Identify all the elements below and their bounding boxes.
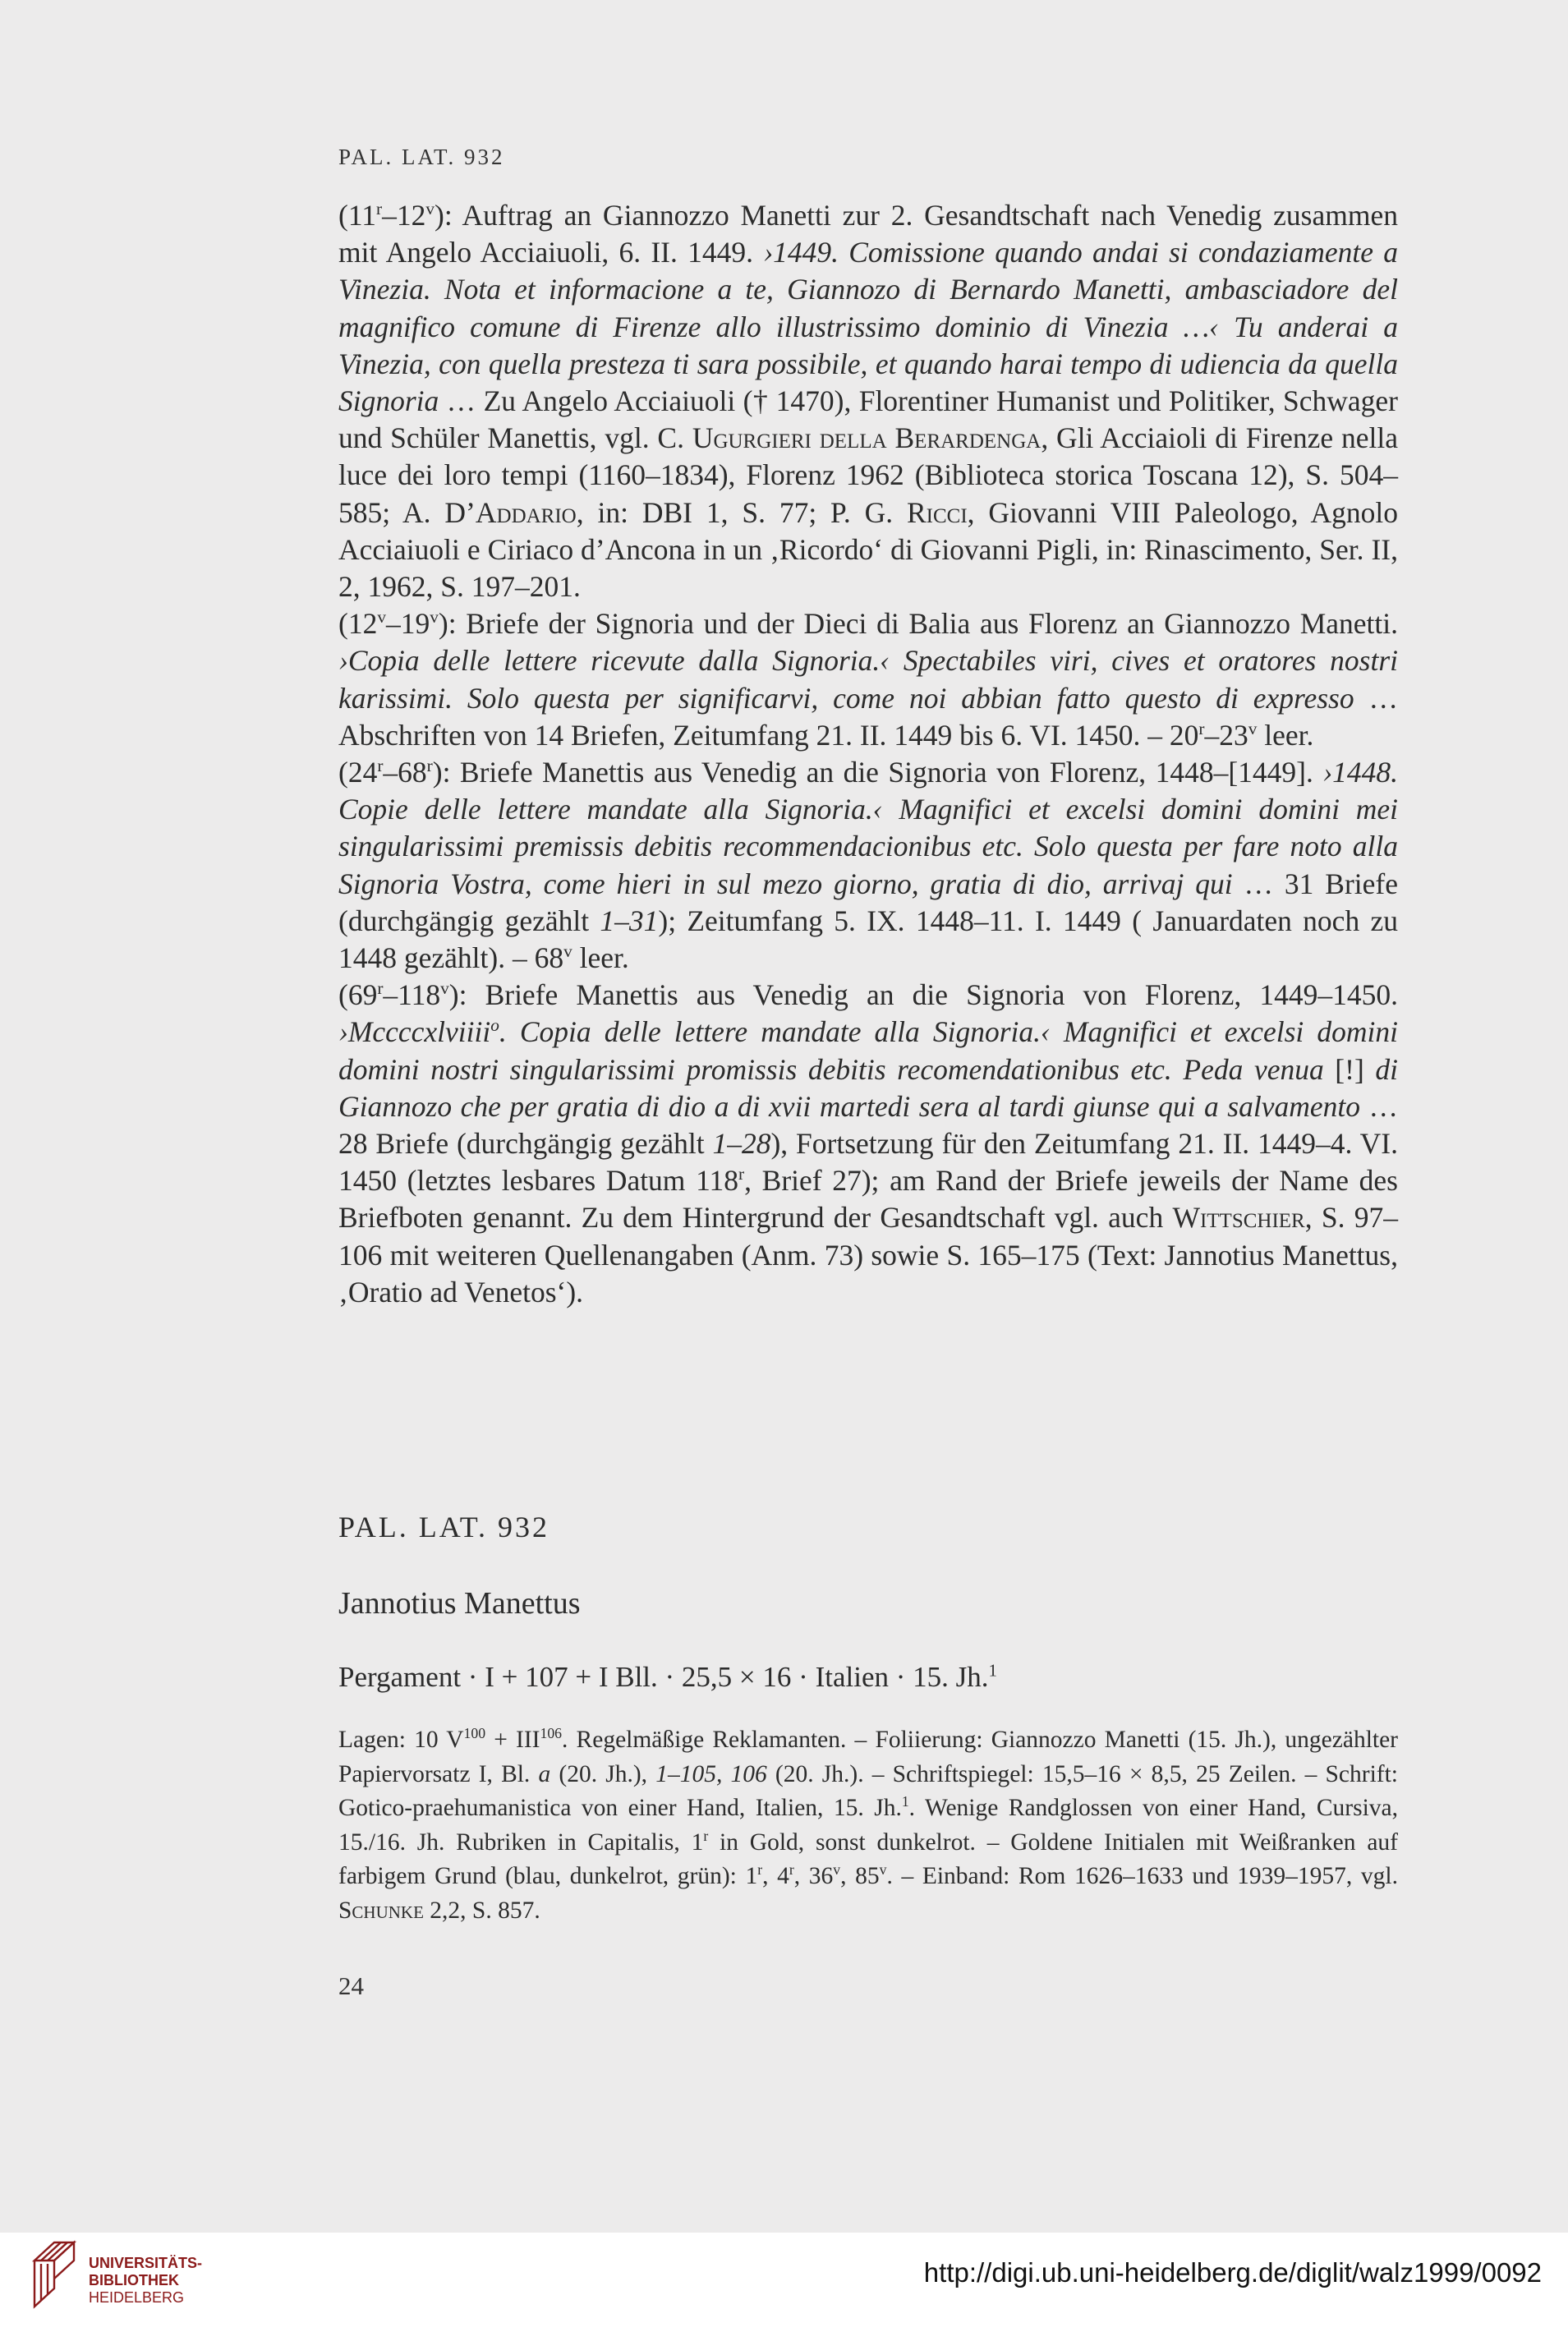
text-run: r — [789, 1861, 794, 1879]
paragraph-3 — [338, 754, 1398, 977]
text-run: 1 — [901, 1793, 909, 1810]
text-run: 1–28 — [712, 1127, 771, 1161]
text-run: 1–31 — [600, 904, 659, 937]
text-run: , Giovanni VIII Paleologo, Agnolo Acciaiuoli e Ciriaco d’Ancona in un ‚Ricordo‘ di Giovanni Pigli, in: Rinascimento, Ser. II, 2, 1962, S. 197–201. — [338, 495, 1399, 604]
text-run: (12 — [338, 607, 378, 641]
text-run: (11 — [338, 199, 377, 232]
text-run: v — [430, 607, 439, 628]
text-run: –19 — [385, 607, 430, 641]
paragraph-1 — [338, 197, 1398, 605]
text-run: v — [563, 941, 572, 962]
description-text — [338, 1723, 1398, 1928]
logo-line-3: HEIDELBERG — [89, 2289, 185, 2306]
text-run: 106 — [540, 1725, 563, 1742]
text-run: –118 — [383, 978, 441, 1012]
logo-line-2: BIBLIOTHEK — [89, 2272, 179, 2288]
text-run: (24 — [338, 756, 378, 789]
text-run: v — [879, 1861, 887, 1879]
text-run: ): Briefe Manettis aus Venedig an die Signoria von Florenz, 1448–[1449]. — [432, 756, 1323, 789]
text-run: (69 — [338, 978, 378, 1012]
text-run: … 31 Briefe (durchgängig gezählt — [338, 867, 1399, 937]
text-run: , in: DBI 1, S. 77; P. G. — [576, 495, 907, 529]
text-run: ›Copia delle lettere ricevute dalla Signoria.‹ Spectabiles viri, cives et oratores nostri karissimi. Solo questa per significarvi, come noi abbian fatto questo di expresso — [338, 644, 1398, 715]
text-run: r — [703, 1827, 709, 1844]
text-run: … Abschriften von 14 Briefen, Zeitumfang 21. II. 1449 bis 6. VI. 1450. – 20 — [338, 681, 1399, 752]
text-run: 1–105, 106 — [655, 1760, 767, 1787]
text-run: ), Fortsetzung für den Zeitumfang 21. II. 1449–4. VI. 1450 (letztes lesbares Datum 118 — [338, 1127, 1398, 1198]
text-run: r — [1198, 719, 1205, 739]
text-run: –12 — [382, 199, 426, 232]
text-run: r — [376, 199, 383, 219]
text-run: ); Zeitumfang 5. IX. 1448–11. I. 1449 ( Januardaten noch zu 1448 gezählt). – 68 — [338, 904, 1399, 975]
text-run: leer. — [572, 941, 629, 975]
text-run: v — [833, 1861, 841, 1879]
text-run: –23 — [1204, 718, 1248, 752]
text-run: Lagen: 10 V — [338, 1727, 464, 1753]
text-run: … 28 Briefe (durchgängig gezählt — [338, 1089, 1399, 1161]
text-run: 100 — [463, 1725, 486, 1742]
text-run: + III — [485, 1727, 540, 1753]
text-run: Wittschier — [1172, 1201, 1305, 1235]
text-run: v — [440, 978, 449, 999]
text-run: (20. Jh.), — [550, 1760, 656, 1787]
text-run: ›1448. Copie delle lettere mandate alla Signoria.‹ Magnifici et excelsi domini domini mei singularissimi premissis debitis recommendacionibus etc. Solo questa per fare noto alla Signoria Vostra, come hieri in sul mezo giorno, gratia di dio, arrivaj qui — [338, 756, 1398, 900]
text-run: ›1449. Comissione quando andai si condaziamente a Vinezia. Nota et informacione a te, Giannozo di Bernardo Manetti, ambasciadore del magnifico comune di Firenze allo illustrissimo dominio di Vinezia …‹ Tu anderai a Vinezia, con quella presteza ti sara possibile, et quando harai tempo di udiencia da quella Signoria — [338, 236, 1398, 418]
text-run: ): Briefe Manettis aus Venedig an die Signoria von Florenz, 1449–1450. — [448, 978, 1398, 1012]
text-run: o — [490, 1015, 499, 1036]
manuscript-description — [338, 1723, 1398, 1928]
text-run: r — [426, 756, 433, 776]
source-url-link[interactable]: http://digi.ub.uni-heidelberg.de/diglit/walz1999/0092 — [923, 2257, 1542, 2288]
text-run: r — [377, 756, 384, 776]
text-run: –68 — [383, 756, 427, 789]
logo-line-1: UNIVERSITÄTS- — [89, 2255, 203, 2271]
text-run: r — [377, 978, 384, 999]
manuscript-summary — [338, 1661, 1398, 1694]
text-run: , S. 97–106 mit weiteren Quellenangaben (Anm. 73) sowie S. 165–175 (Text: Jannotius Manettus, ‚Oratio ad Venetos‘). — [338, 1201, 1398, 1309]
text-run: 1 — [988, 1660, 997, 1681]
text-run: . Regelmäßige Reklamanten. – Foliierung: Giannozzo Manetti (15. Jh.), ungezählter Papiervorsatz I, Bl. — [338, 1727, 1398, 1787]
text-run: di Giannozo che per gratia di dio a di xvii martedi sera al tardi giunse qui a salvamento — [338, 1052, 1398, 1123]
text-run: a — [538, 1760, 551, 1787]
text-run: Pergament · I + 107 + I Bll. · 25,5 × 16 · Italien · 15. Jh. — [338, 1661, 989, 1693]
text-run: v — [1248, 719, 1258, 739]
text-run: v — [377, 607, 386, 628]
text-run: Schunke — [338, 1897, 424, 1924]
text-run: , 4 — [762, 1863, 789, 1889]
text-run: . – Einband: Rom 1626–1633 und 1939–1957, vgl. — [886, 1863, 1399, 1889]
text-run: ): Briefe der Signoria und der Dieci di Balia aus Florenz an Giannozzo Manetti. — [438, 607, 1398, 641]
text-run: r — [757, 1861, 763, 1879]
library-logo-text — [89, 2255, 202, 2307]
text-run: . Wenige Randglossen von einer Hand, Cursiva, 15./16. Jh. Rubriken in Capitalis, 1 — [338, 1795, 1398, 1856]
text-run: (20. Jh.). – Schriftspiegel: 15,5–16 × 8,5, 25 Zeilen. – Schrift: Gotico-praehumanistica von einer Hand, Italien, 15. Jh. — [338, 1760, 1398, 1821]
text-run: 2,2, S. 857. — [423, 1897, 540, 1924]
text-run: . Copia delle lettere mandate alla Signoria.‹ Magnifici et excelsi domini domini nostri singularissimi promissis debitis recomendationibus etc. Peda venua — [338, 1015, 1398, 1086]
text-run: leer. — [1257, 718, 1314, 752]
text-run: in Gold, sonst dunkelrot. – Goldene Initialen mit Weißranken auf farbigem Grund (blau, dunkelrot, grün): 1 — [338, 1828, 1398, 1889]
library-logo-icon — [31, 2236, 80, 2313]
main-text — [338, 197, 1398, 1311]
text-run: r — [738, 1164, 745, 1184]
section-heading: PAL. LAT. 932 — [338, 1511, 550, 1543]
text-run: [!] — [1323, 1052, 1376, 1086]
text-run: Ugurgieri della Berardenga — [692, 421, 1042, 455]
text-run: , 36 — [793, 1863, 834, 1889]
text-run: v — [425, 199, 435, 219]
text-run: , Brief 27); am Rand der Briefe jeweils der Name des Briefboten genannt. Zu dem Hintergrund der Gesandtschaft vgl. auch — [338, 1164, 1398, 1235]
text-run: Addario — [475, 495, 577, 529]
paragraph-4 — [338, 977, 1398, 1311]
text-run: , 85 — [840, 1863, 880, 1889]
text-run: … Zu Angelo Acciaiuoli († 1470), Florentiner Humanist und Politiker, Schwager und Schüler Manettis, vgl. C. — [338, 384, 1398, 455]
text-run: Ricci — [906, 495, 968, 529]
text-run: ): Auftrag an Giannozzo Manetti zur 2. Gesandtschaft nach Venedig zusammen mit Angelo Acciaiuoli, 6. II. 1449. — [338, 199, 1398, 269]
page-number: 24 — [338, 1971, 364, 2000]
author-name: Jannotius Manettus — [338, 1586, 581, 1621]
text-run: ›Mccccxlviiii — [338, 1015, 491, 1049]
text-run: , Gli Acciaioli di Firenze nella luce dei loro tempi (1160–1834), Florenz 1962 (Biblioteca storica Toscana 12), S. 504–585; A. D’ — [338, 421, 1398, 529]
paragraph-2 — [338, 605, 1398, 754]
running-head: PAL. LAT. 932 — [338, 145, 505, 169]
